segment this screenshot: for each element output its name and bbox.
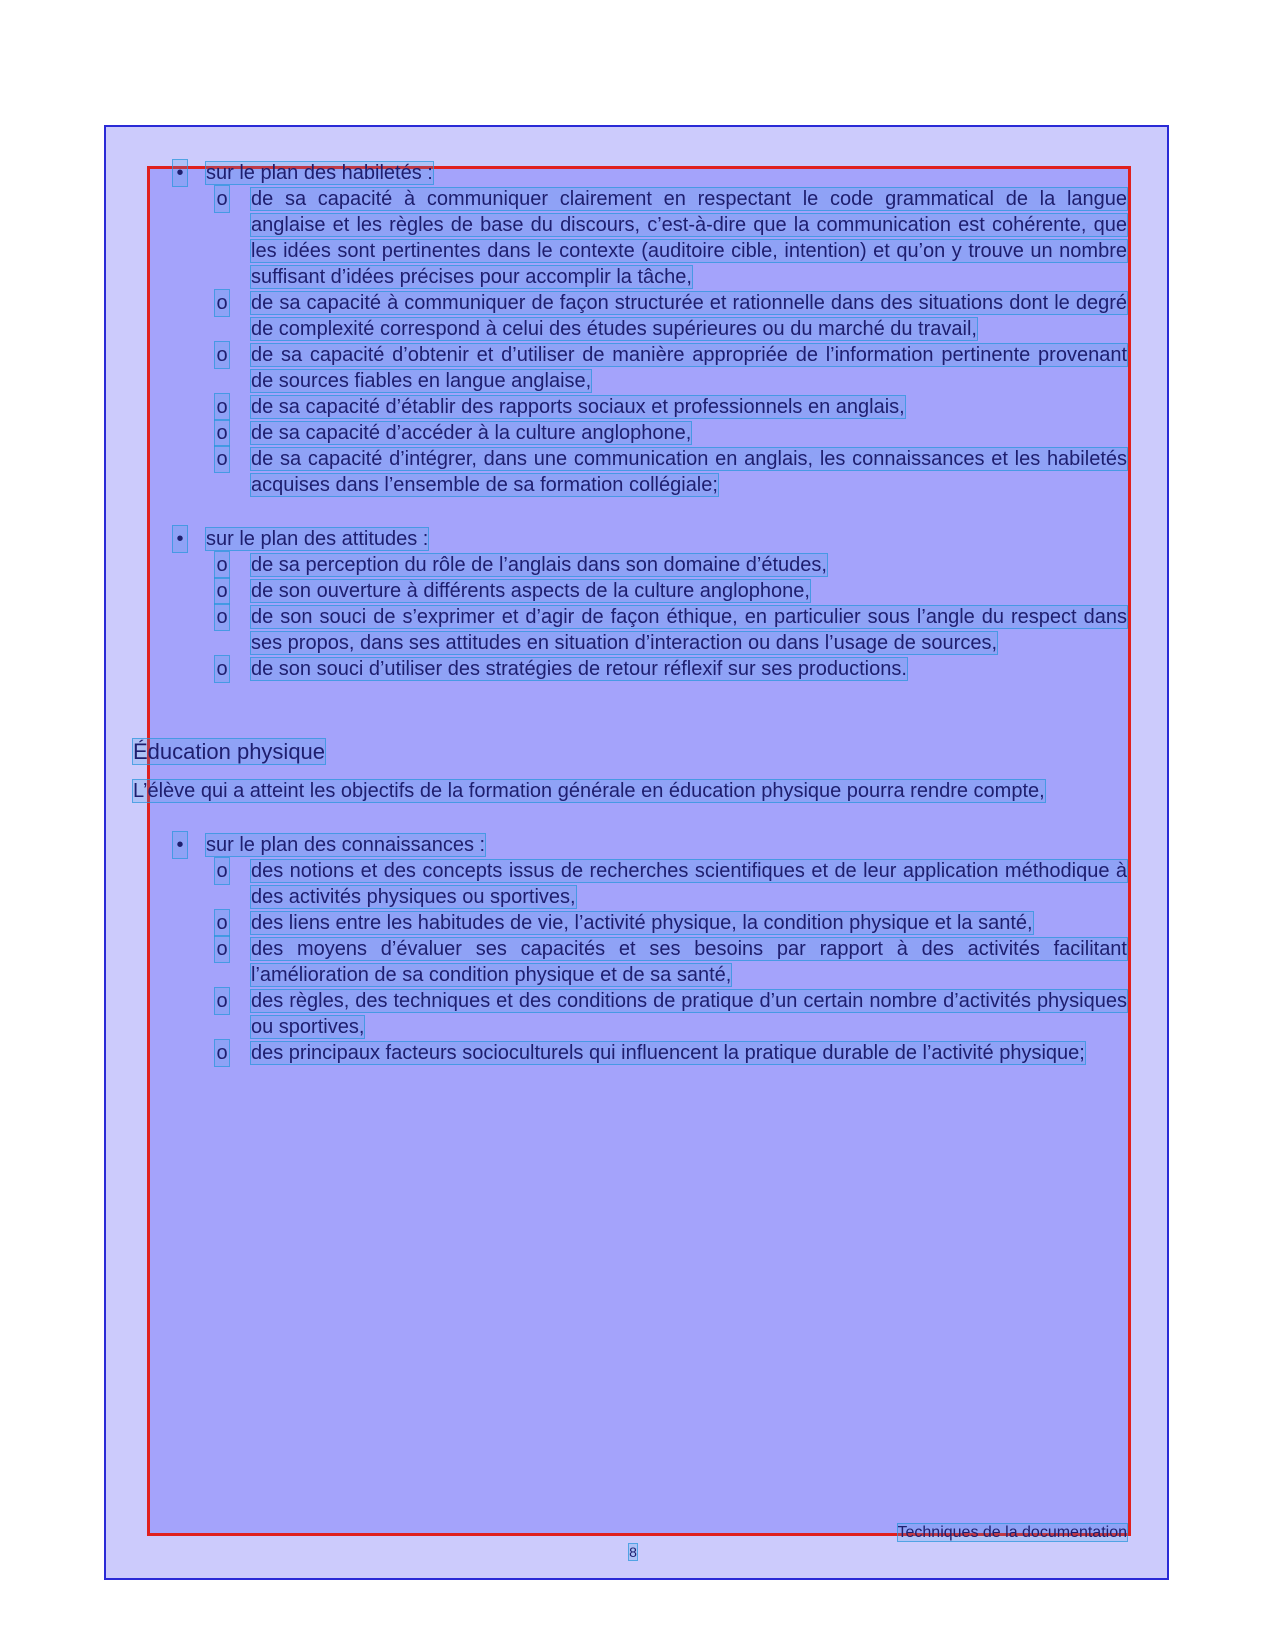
list-item bbox=[133, 342, 1127, 394]
list-heading-text: sur le plan des attitudes : bbox=[206, 528, 429, 550]
bullet-icon: • bbox=[173, 160, 187, 186]
list-item bbox=[133, 578, 1127, 604]
section-title-text: Éducation physique bbox=[133, 739, 326, 764]
circle-bullet-icon: o bbox=[216, 938, 228, 960]
section-title bbox=[133, 738, 1127, 766]
list-item bbox=[133, 910, 1127, 936]
spacer bbox=[133, 766, 1127, 778]
spacer bbox=[133, 682, 1127, 738]
page-number bbox=[627, 1544, 639, 1560]
circle-bullet-icon: o bbox=[216, 580, 228, 602]
circle-bullet-icon: o bbox=[216, 658, 228, 680]
list-item bbox=[133, 988, 1127, 1040]
list-item-text: de sa capacité à communiquer clairement en respectant le code grammatical de la langue anglaise et les règles de base du discours, c’est-à-dire que la communication est cohérente, que les idées sont pertinentes dans le contexte (auditoire cible, intention) et qu’on y trouve un nombre suffisant d’idées précises pour accomplir la tâche, bbox=[251, 188, 1127, 288]
circle-bullet-icon: o bbox=[216, 990, 228, 1012]
list-heading-skills bbox=[133, 160, 1127, 186]
list-heading-text: sur le plan des connaissances : bbox=[206, 834, 486, 856]
list-item-text: de sa capacité d’établir des rapports sociaux et professionnels en anglais, bbox=[251, 396, 905, 418]
list-item bbox=[133, 936, 1127, 988]
list-item-text: des moyens d’évaluer ses capacités et ses besoins par rapport à des activités facilitant l’amélioration de sa condition physique et de sa santé, bbox=[251, 938, 1127, 986]
circle-bullet-icon: o bbox=[216, 188, 228, 210]
list-item bbox=[133, 446, 1127, 498]
intro-text: L’élève qui a atteint les objectifs de la formation générale en éducation physique pourra rendre compte, bbox=[133, 780, 1045, 802]
list-item bbox=[133, 186, 1127, 290]
list-item bbox=[133, 1040, 1127, 1066]
list-item bbox=[133, 858, 1127, 910]
list-item-text: de sa perception du rôle de l’anglais dans son domaine d’études, bbox=[251, 554, 827, 576]
spacer bbox=[133, 804, 1127, 832]
list-item-text: de sa capacité d’intégrer, dans une communication en anglais, les connaissances et les habiletés acquises dans l’ensemble de sa formation collégiale; bbox=[251, 448, 1127, 496]
footer-program-title bbox=[898, 1524, 1128, 1542]
circle-bullet-icon: o bbox=[216, 1042, 228, 1064]
list-item-text: des notions et des concepts issus de recherches scientifiques et de leur application méthodique à des activités physiques ou sportives, bbox=[251, 860, 1127, 908]
list-item-text: de son souci de s’exprimer et d’agir de façon éthique, en particulier sous l’angle du respect dans ses propos, dans ses attitudes en situation d’interaction ou dans l’usage de sources, bbox=[251, 606, 1127, 654]
list-heading-knowledge bbox=[133, 832, 1127, 858]
list-item bbox=[133, 604, 1127, 656]
list-item-text: de sa capacité d’accéder à la culture anglophone, bbox=[251, 422, 692, 444]
list-item bbox=[133, 290, 1127, 342]
list-item-text: des principaux facteurs socioculturels qui influencent la pratique durable de l’activité physique; bbox=[251, 1042, 1085, 1064]
footer-program-text: Techniques de la documentation bbox=[897, 1524, 1127, 1541]
list-item-text: de sa capacité à communiquer de façon structurée et rationnelle dans des situations dont le degré de complexité correspond à celui des études supérieures ou du marché du travail, bbox=[251, 292, 1127, 340]
circle-bullet-icon: o bbox=[216, 860, 228, 882]
circle-bullet-icon: o bbox=[216, 448, 228, 470]
list-item bbox=[133, 656, 1127, 682]
circle-bullet-icon: o bbox=[216, 554, 228, 576]
intro-paragraph bbox=[133, 778, 1127, 804]
list-item bbox=[133, 394, 1127, 420]
circle-bullet-icon: o bbox=[216, 292, 228, 314]
page-number-text: 8 bbox=[629, 1544, 637, 1560]
circle-bullet-icon: o bbox=[216, 912, 228, 934]
list-item-text: de sa capacité d’obtenir et d’utiliser de manière appropriée de l’information pertinente provenant de sources fiables en langue anglaise, bbox=[251, 344, 1127, 392]
document-content bbox=[133, 160, 1127, 1066]
list-item-text: des liens entre les habitudes de vie, l’activité physique, la condition physique et la santé, bbox=[251, 912, 1033, 934]
circle-bullet-icon: o bbox=[216, 396, 228, 418]
bullet-icon: • bbox=[173, 526, 187, 552]
list-heading-text: sur le plan des habiletés : bbox=[206, 162, 433, 184]
list-item-text: de son ouverture à différents aspects de la culture anglophone, bbox=[251, 580, 810, 602]
list-item bbox=[133, 420, 1127, 446]
list-item-text: de son souci d’utiliser des stratégies de retour réflexif sur ses productions. bbox=[251, 658, 907, 680]
bullet-icon: • bbox=[173, 832, 187, 858]
circle-bullet-icon: o bbox=[216, 606, 228, 628]
list-item-text: des règles, des techniques et des conditions de pratique d’un certain nombre d’activités physiques ou sportives, bbox=[251, 990, 1127, 1038]
list-item bbox=[133, 552, 1127, 578]
list-heading-attitudes bbox=[133, 526, 1127, 552]
circle-bullet-icon: o bbox=[216, 344, 228, 366]
circle-bullet-icon: o bbox=[216, 422, 228, 444]
spacer bbox=[133, 498, 1127, 526]
